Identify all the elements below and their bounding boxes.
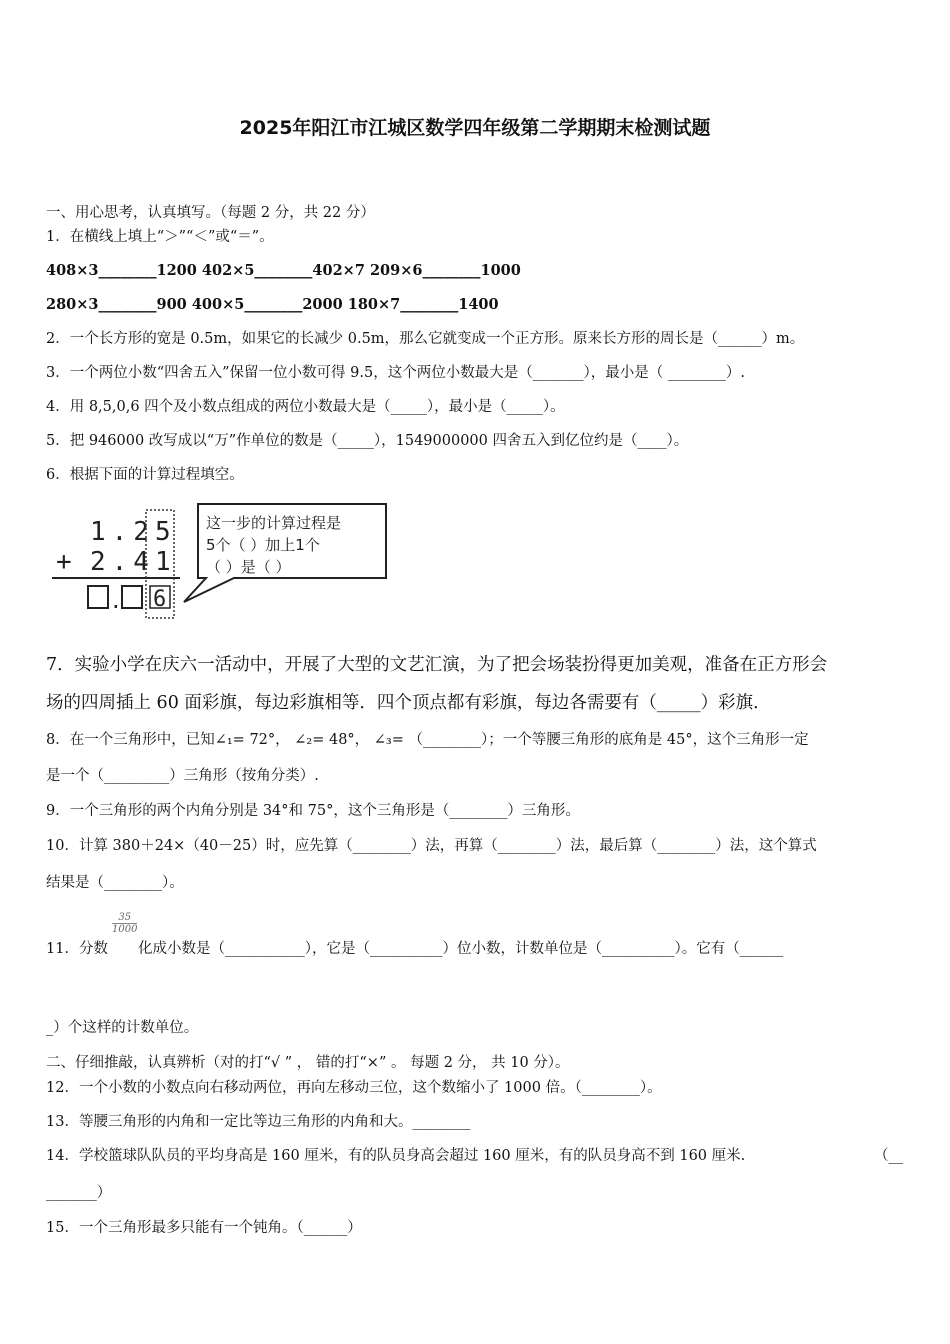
question-8-line-1: 8．在一个三角形中，已知∠₁= 72°， ∠₂= 48°， ∠₃= （________）；一个等腰三角形的底角是 45°，这个三角形一定 [46,732,809,748]
question-11-prefix: 11．分数 [46,941,108,957]
page-title: 2025年阳江市江城区数学四年级第二学期期末检测试题 [239,117,711,139]
bubble-line-1: 这一步的计算过程是 [206,514,342,532]
question-2: 2．一个长方形的宽是 0.5m，如果它的长减少 0.5m，那么它就变成一个正方形。原来长方形的周长是（______）m。 [46,331,805,347]
fraction-numerator: 35 [118,912,132,923]
fraction-35-1000 [112,912,137,935]
question-4: 4．用 8,5,0,6 四个及小数点组成的两位小数最大是（_____），最小是（_____）。 [46,399,565,415]
answer-box-tenths [122,586,142,608]
question-9: 9．一个三角形的两个内角分别是 34°和 75°，这个三角形是（________）三角形。 [46,803,580,819]
result-digit: 6 [153,587,167,612]
question-7-line-2: 场的四周插上 60 面彩旗，每边彩旗相等．四个顶点都有彩旗，每边各需要有（_____）彩旗． [46,693,771,713]
question-1-row-1: 408×3________1200 402×5________402×7 209×6________1000 [46,262,521,279]
answer-box-ones [88,586,108,608]
question-5: 5．把 946000 改写成以“万”作单位的数是（_____），1549000000 四舍五入到亿位约是（____）。 [46,433,689,449]
question-7-line-1: 7．实验小学在庆六一活动中，开展了大型的文艺汇演，为了把会场装扮得更加美观，准备在正方形会 [46,655,828,675]
question-14-line-2: _______） [46,1185,112,1201]
addend-2: 2.41 [90,547,177,577]
question-11-line-1: 化成小数是（___________），它是（__________）位小数，计数单位是（__________）。它有（______ [138,941,784,957]
question-10-line-2: 结果是（________）。 [46,875,184,891]
question-14-bracket: （__ [874,1148,903,1164]
bubble-line-2: 5个（ ）加上1个 [206,536,320,554]
question-10-line-1: 10．计算 380＋24×（40－25）时，应先算（________）法，再算（________）法，最后算（________）法，这个算式 [46,838,817,854]
section-2-heading: 二、仔细推敲，认真辨析（对的打“√ ” ， 错的打“×” 。 每题 2 分， 共 10 分）。 [46,1055,570,1071]
addition-figure [46,498,406,623]
fraction-denominator: 1000 [112,924,138,935]
question-8-line-2: 是一个（_________）三角形（按角分类）. [46,768,319,784]
bubble-line-3: （ ）是（ ） [206,558,291,576]
question-6: 6．根据下面的计算过程填空。 [46,467,244,483]
question-1: 1．在横线上填上“＞”“＜”或“＝”。 [46,229,274,245]
question-15: 15．一个三角形最多只能有一个钝角。（______） [46,1220,362,1236]
section-1-heading: 一、用心思考，认真填写。（每题 2 分，共 22 分） [46,205,375,221]
question-12: 12．一个小数的小数点向右移动两位，再向左移动三位，这个数缩小了 1000 倍。（________）。 [46,1080,662,1096]
question-1-row-2: 280×3________900 400×5________2000 180×7________1400 [46,296,499,313]
plus-sign: + [56,547,72,577]
question-3: 3．一个两位小数“四舍五入”保留一位小数可得 9.5，这个两位小数最大是（_______），最小是（ ________）. [46,365,745,381]
question-13: 13．等腰三角形的内角和一定比等边三角形的内角和大。________ [46,1114,471,1130]
question-14-line-1: 14．学校篮球队队员的平均身高是 160 厘米，有的队员身高会超过 160 厘米，有的队员身高不到 160 厘米. [46,1148,746,1164]
svg-text:.: . [112,586,120,614]
question-11-line-2: _）个这样的计数单位。 [46,1020,199,1036]
addend-1: 1.25 [90,517,177,547]
